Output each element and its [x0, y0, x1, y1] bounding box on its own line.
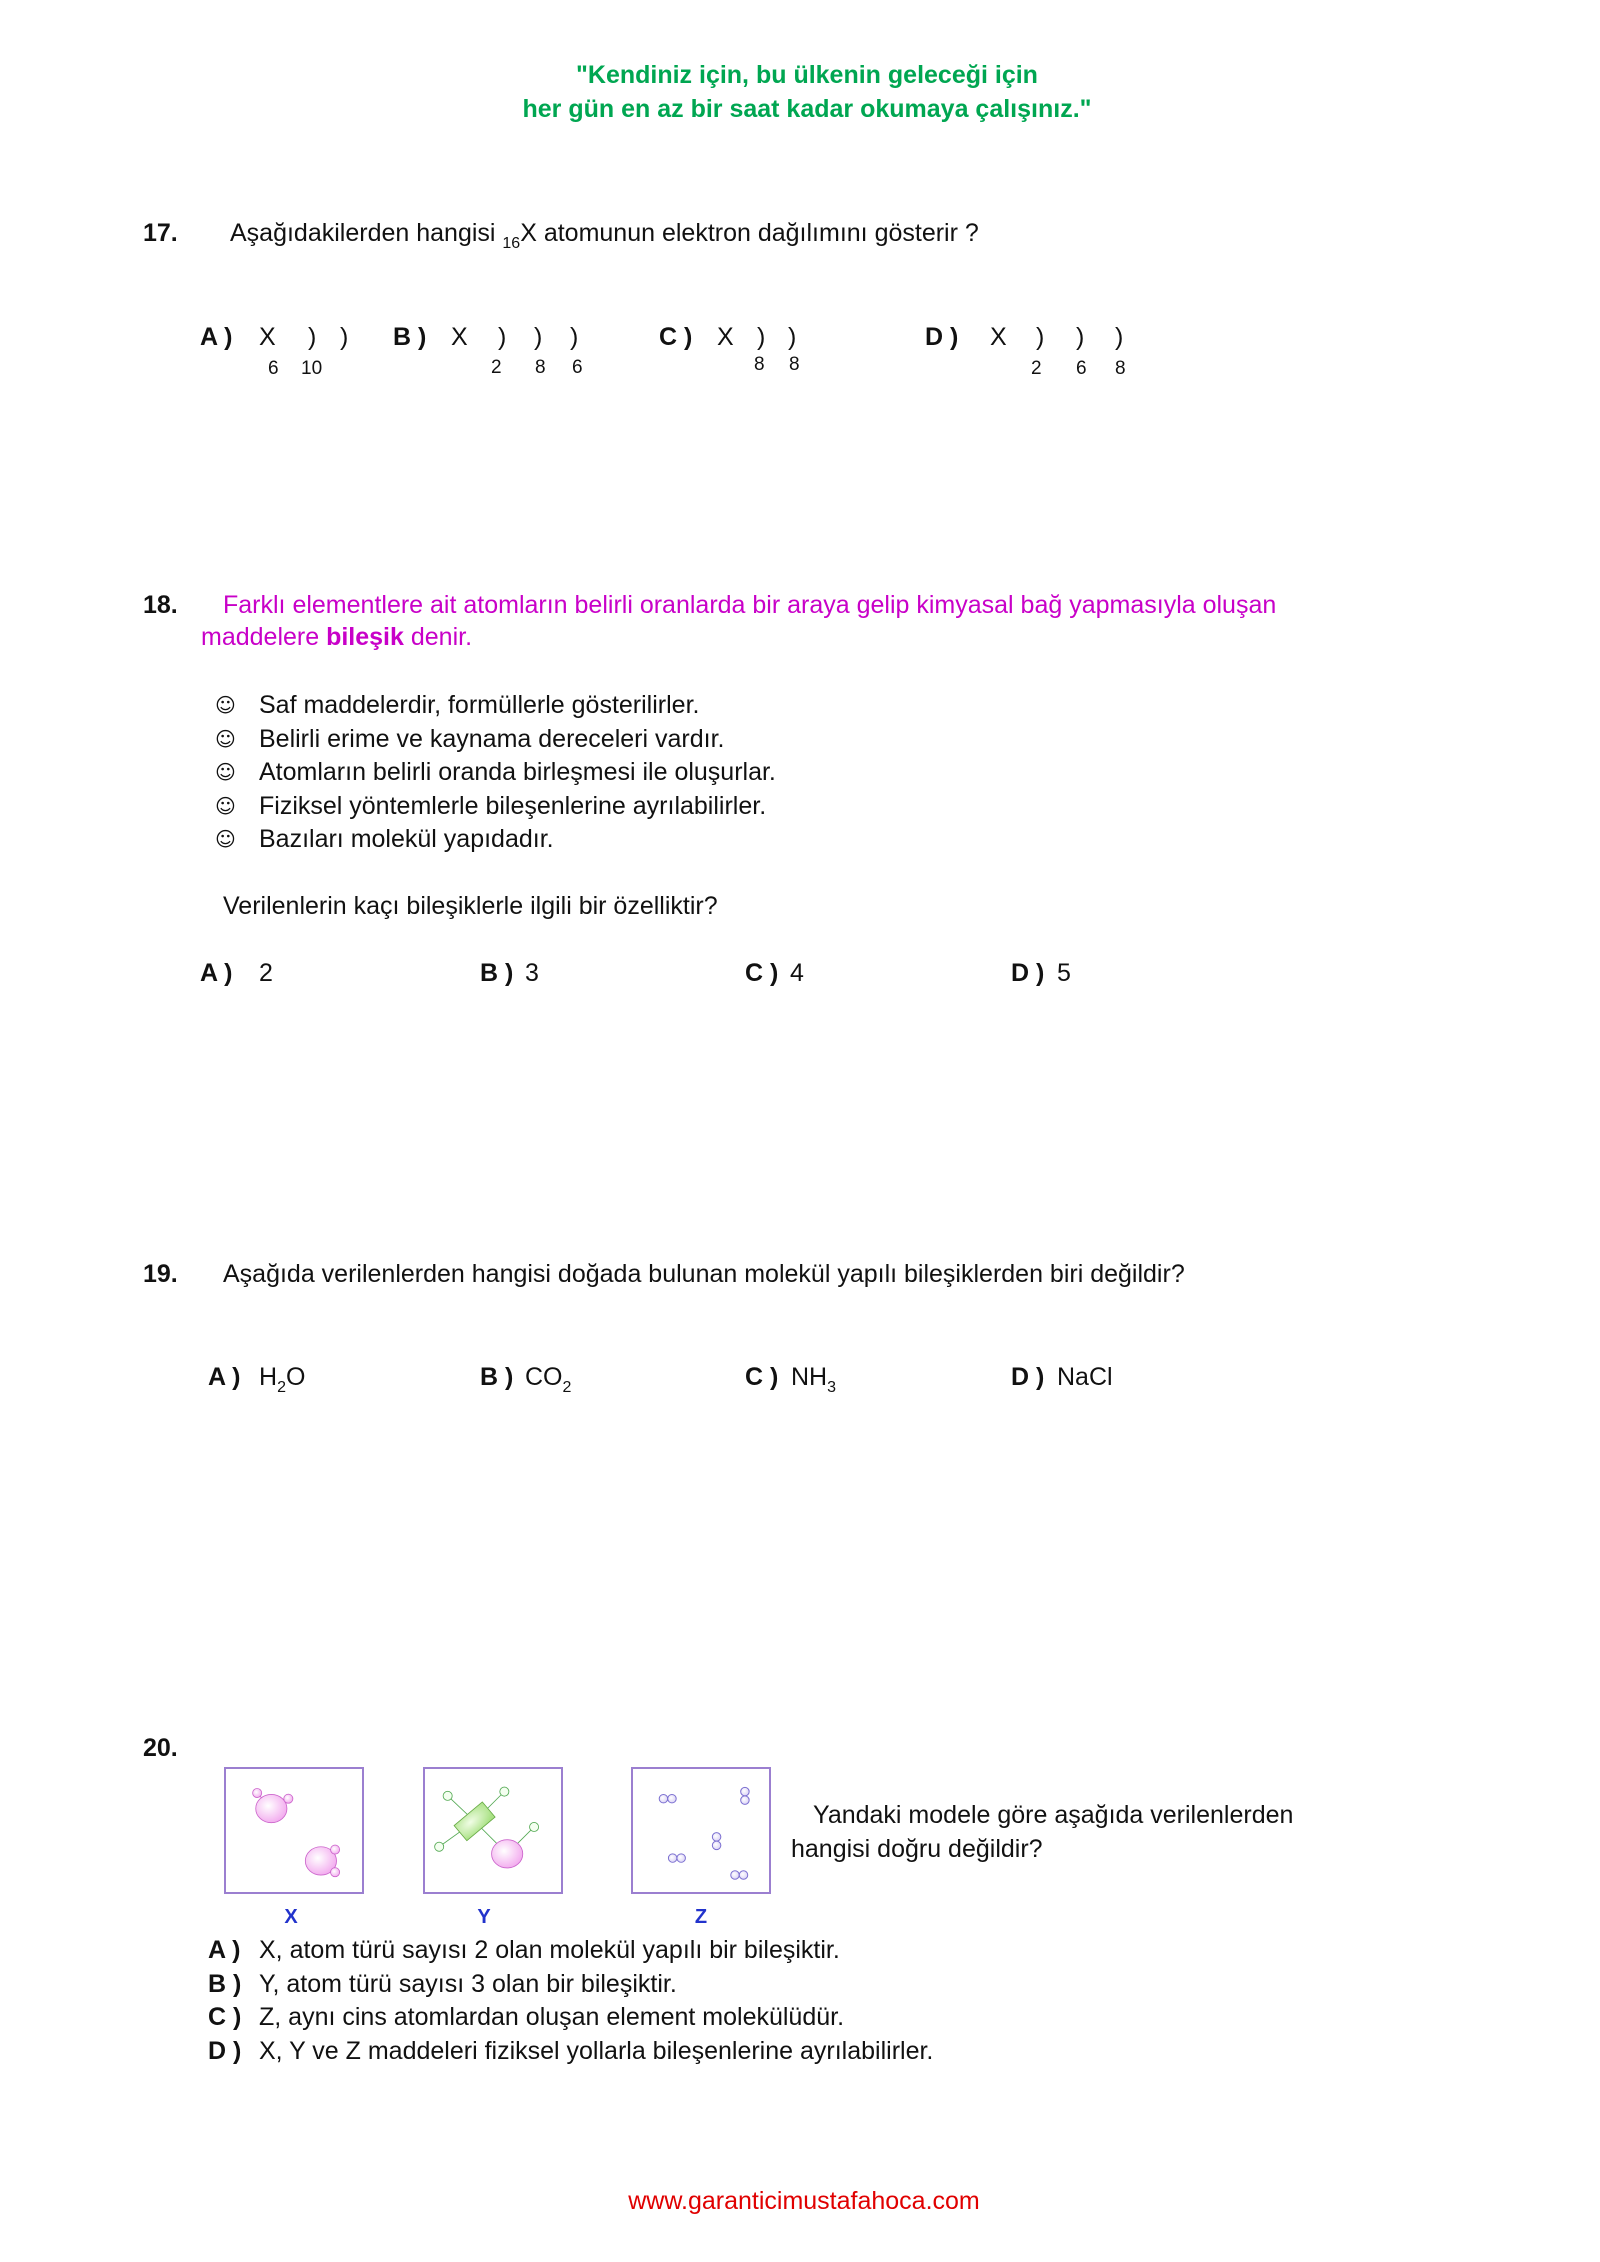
q18-option-b-label: B ): [480, 959, 514, 987]
formula-main: NaCl: [1057, 1363, 1113, 1391]
q19-option-a-formula: [259, 1360, 305, 1398]
question-number-19: 19.: [143, 1260, 178, 1288]
q19-option-b-formula: [525, 1360, 571, 1398]
atom: [712, 1841, 721, 1849]
q20-option-a-text: X, atom türü sayısı 2 olan molekül yapılı bir bileşiktir.: [259, 1936, 840, 1964]
question-17-text-before: Aşağıdakilerden hangisi: [230, 219, 503, 247]
q17-option-a-shell-2: ): [340, 323, 349, 351]
molecule-x-1: [253, 1789, 293, 1823]
q19-option-d-label: D ): [1011, 1363, 1045, 1391]
atom: [731, 1871, 740, 1879]
q18-statement-1: Saf maddelerdir, formüllerle gösterilirler.: [259, 691, 700, 719]
q18-option-b-value: 3: [525, 959, 539, 987]
figure-y-label: Y: [477, 1906, 491, 1928]
smiley-icon: ☺: [215, 794, 236, 818]
q20-option-c-text: Z, aynı cins atomlardan oluşan element molekülüdür.: [259, 2003, 845, 2031]
diatomic-molecule: [712, 1833, 721, 1850]
q17-option-d-shell-3: ): [1115, 323, 1124, 351]
q17-option-b-shell-3: ): [570, 323, 579, 351]
footer-website: www.garanticimustafahoca.com: [628, 2187, 980, 2215]
q20-option-b-text: Y, atom türü sayısı 3 olan bir bileşiktir.: [259, 1970, 677, 1998]
atom: [677, 1854, 686, 1862]
q17-option-b-count-3: 6: [572, 357, 583, 378]
q17-option-d-shell-2: ): [1076, 323, 1085, 351]
q18-intro-after: denir.: [403, 623, 473, 651]
small-atom: [500, 1787, 509, 1796]
q20-option-c-label: C ): [208, 2003, 242, 2031]
q20-prompt-line-1: Yandaki modele göre aşağıda verilenlerden: [813, 1801, 1294, 1829]
figure-z-box: [631, 1767, 771, 1894]
formula-main: NH: [791, 1363, 828, 1391]
q17-option-c-count-2: 8: [789, 354, 800, 375]
q18-option-c-value: 4: [790, 959, 804, 987]
smiley-icon: ☺: [215, 693, 236, 717]
figure-x-label: X: [284, 1906, 298, 1928]
figure-z-drawing: [633, 1769, 769, 1892]
formula-subscript: 3: [827, 1379, 837, 1396]
q18-key-term: bileşik: [326, 623, 404, 651]
atom: [712, 1833, 721, 1841]
question-17-text-after: X atomunun elektron dağılımını gösterir ?: [520, 219, 979, 247]
q17-option-d-count-1: 2: [1031, 358, 1042, 379]
q17-option-b-shell-2: ): [534, 323, 543, 351]
q17-option-a-count-1: 6: [268, 358, 279, 379]
atom: [739, 1871, 748, 1879]
q17-option-c-label: C ): [659, 323, 693, 351]
diatomic-molecule: [668, 1854, 685, 1862]
q18-option-a-label: A ): [200, 959, 233, 987]
q17-option-a-count-2: 10: [301, 358, 323, 379]
q17-option-d-shell-1: ): [1036, 323, 1045, 351]
large-atom: [256, 1794, 287, 1822]
smiley-icon: ☺: [215, 727, 236, 751]
q18-statement-4: Fiziksel yöntemlerle bileşenlerine ayrılabilirler.: [259, 792, 767, 820]
q19-option-c-label: C ): [745, 1363, 779, 1391]
smiley-icon: ☺: [215, 760, 236, 784]
q18-intro-line-2: [201, 620, 472, 654]
q17-option-a-label: A ): [200, 323, 233, 351]
q19-option-a-label: A ): [208, 1363, 241, 1391]
q18-statement-2: Belirli erime ve kaynama dereceleri vardır.: [259, 725, 725, 753]
q18-option-d-value: 5: [1057, 959, 1071, 987]
q17-option-c-count-1: 8: [754, 354, 765, 375]
q17-option-d-count-2: 6: [1076, 358, 1087, 379]
diatomic-molecule: [741, 1787, 750, 1804]
figure-x-drawing: [226, 1769, 362, 1892]
formula-subscript: 2: [277, 1379, 286, 1396]
atom: [659, 1794, 668, 1802]
small-atom: [253, 1789, 262, 1798]
q18-intro-line-1: Farklı elementlere ait atomların belirli oranlarda bir araya gelip kimyasal bağ yapmasıyla oluşan: [223, 591, 1277, 619]
motto-line-2: her gün en az bir saat kadar okumaya çalışınız.": [522, 95, 1092, 123]
atom: [741, 1787, 750, 1795]
molecule-x-2: [305, 1845, 339, 1877]
question-17-text: [230, 216, 979, 254]
q17-option-b-symbol: X: [451, 323, 468, 351]
q18-option-a-value: 2: [259, 959, 273, 987]
q20-option-d-text: X, Y ve Z maddeleri fiziksel yollarla bileşenlerine ayrılabilirler.: [259, 2037, 934, 2065]
question-number-20: 20.: [143, 1734, 178, 1762]
small-atom: [331, 1845, 340, 1854]
figure-x-box: [224, 1767, 364, 1894]
q18-option-c-label: C ): [745, 959, 779, 987]
small-atom: [435, 1842, 444, 1851]
smiley-icon: ☺: [215, 827, 236, 851]
q17-option-a-symbol: X: [259, 323, 276, 351]
q19-option-d-formula: [1057, 1360, 1113, 1398]
q17-option-c-shell-2: ): [788, 323, 797, 351]
q17-option-b-count-2: 8: [535, 357, 546, 378]
q17-option-b-count-1: 2: [491, 357, 502, 378]
q17-option-d-count-3: 8: [1115, 358, 1126, 379]
figure-y-drawing: [425, 1769, 561, 1892]
diatomic-molecule: [731, 1871, 748, 1879]
q18-statement-3: Atomların belirli oranda birleşmesi ile oluşurlar.: [259, 758, 776, 786]
q20-prompt-line-2: hangisi doğru değildir?: [791, 1835, 1043, 1863]
question-number-18: 18.: [143, 591, 178, 619]
q19-option-c-formula: [791, 1360, 836, 1398]
formula-main: H: [259, 1363, 278, 1391]
formula-main: CO: [525, 1363, 563, 1391]
q18-option-d-label: D ): [1011, 959, 1045, 987]
small-atom: [443, 1791, 452, 1800]
atom: [668, 1854, 677, 1862]
atomic-number-subscript: 16: [502, 235, 521, 252]
q17-option-c-shell-1: ): [757, 323, 766, 351]
motto-line-1: "Kendiniz için, bu ülkenin geleceği için: [576, 61, 1038, 89]
atom: [741, 1796, 750, 1804]
q17-option-a-shell-1: ): [308, 323, 317, 351]
small-atom: [284, 1794, 293, 1803]
q17-option-c-symbol: X: [717, 323, 734, 351]
small-atom: [331, 1868, 340, 1877]
q19-question: Aşağıda verilenlerden hangisi doğada bulunan molekül yapılı bileşiklerden biri değildir?: [223, 1260, 1185, 1288]
q20-option-a-label: A ): [208, 1936, 241, 1964]
q18-question: Verilenlerin kaçı bileşiklerle ilgili bir özelliktir?: [223, 892, 718, 920]
q20-option-b-label: B ): [208, 1970, 242, 1998]
diatomic-molecule: [659, 1794, 676, 1802]
q18-statement-5: Bazıları molekül yapıdadır.: [259, 825, 554, 853]
atom: [668, 1794, 677, 1802]
q19-option-b-label: B ): [480, 1363, 514, 1391]
small-atom: [530, 1822, 539, 1831]
question-number-17: 17.: [143, 219, 178, 247]
molecule-y: [435, 1787, 539, 1868]
figure-y-box: [423, 1767, 563, 1894]
figure-z-label: Z: [694, 1906, 708, 1928]
q17-option-b-label: B ): [393, 323, 427, 351]
q18-intro-before: maddelere: [201, 623, 327, 651]
formula-after: O: [285, 1363, 306, 1391]
large-atom: [492, 1840, 523, 1868]
q17-option-d-symbol: X: [990, 323, 1007, 351]
formula-subscript: 2: [562, 1379, 572, 1396]
q17-option-d-label: D ): [925, 323, 959, 351]
q20-option-d-label: D ): [208, 2037, 242, 2065]
q17-option-b-shell-1: ): [498, 323, 507, 351]
